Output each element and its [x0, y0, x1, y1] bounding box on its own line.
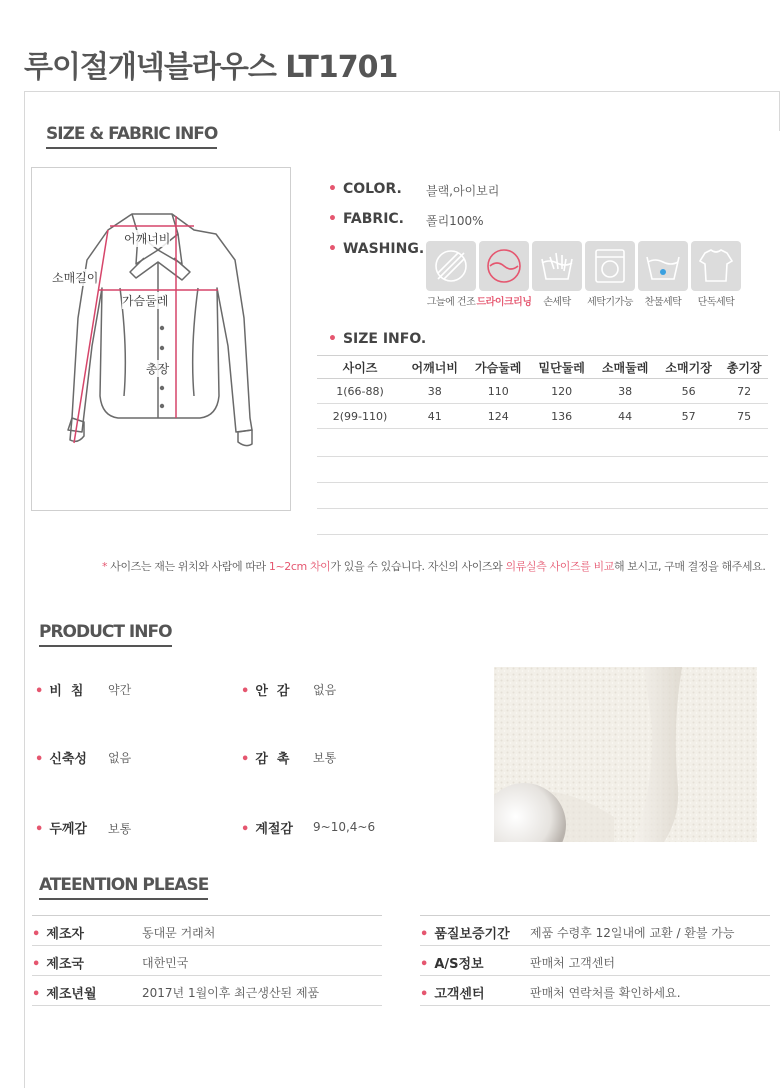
table-cell: 124	[466, 404, 529, 429]
table-cell: 38	[403, 379, 466, 404]
lining-value: 없음	[313, 683, 337, 697]
manufacture-date-value: 2017년 1월이후 최근생산된 제품	[142, 986, 320, 1000]
stretch-value: 없음	[108, 751, 132, 765]
table-cell: 57	[657, 404, 720, 429]
fabric-label: • FABRIC.	[328, 211, 404, 227]
cold-wash-icon	[638, 241, 688, 291]
table-cell: 110	[466, 379, 529, 404]
product-info-section-title: PRODUCT INFO	[39, 622, 172, 647]
size-table-header-row	[317, 356, 768, 379]
washing-machine-icon	[585, 241, 635, 291]
manufacture-date-label: • 제조년월	[32, 987, 97, 1002]
warranty-value: 제품 수령후 12일내에 교환 / 환불 가능	[530, 926, 735, 940]
color-label: • COLOR.	[328, 181, 402, 197]
table-row	[317, 379, 768, 404]
size-header-size: 사이즈	[317, 356, 403, 379]
as-info-label: • A/S정보	[420, 957, 484, 972]
as-info-value: 판매처 고객센터	[530, 956, 615, 970]
customer-center-row	[420, 976, 770, 1006]
washing-label: • WASHING.	[328, 241, 425, 257]
sleeve-length-label: 소매길이	[52, 271, 99, 285]
table-cell: 2(99-110)	[317, 404, 403, 429]
size-fabric-section-title: SIZE & FABRIC INFO	[46, 124, 217, 149]
table-cell: 41	[403, 404, 466, 429]
table-cell: 1(66-88)	[317, 379, 403, 404]
warranty-row	[420, 916, 770, 946]
thickness-label: • 두께감	[35, 822, 87, 837]
table-cell: 38	[593, 379, 656, 404]
wash-label-cold: 찬물세탁	[644, 297, 682, 308]
fabric-closeup-image	[494, 667, 757, 842]
manufacturer-label: • 제조자	[32, 927, 84, 942]
wash-label-hand-wash: 손세탁	[543, 297, 571, 308]
table-cell: 72	[720, 379, 768, 404]
shade-dry-icon	[426, 241, 476, 291]
manufacturer-value: 동대문 거래처	[142, 926, 216, 940]
wash-label-machine: 세탁기가능	[587, 297, 633, 308]
product-title: 루이절개넥블라우스 LT1701	[24, 50, 398, 85]
table-row	[317, 404, 768, 429]
empty-row-line	[317, 508, 768, 509]
wash-label-separate: 단독세탁	[697, 297, 735, 308]
size-header-sleeve-length: 소매기장	[657, 356, 720, 379]
table-cell: 120	[530, 379, 593, 404]
empty-row-line	[317, 534, 768, 535]
size-header-sleeve-width: 소매둘레	[593, 356, 656, 379]
wash-label-dry-clean: 드라이크리닝	[476, 297, 532, 308]
size-info-label: • SIZE INFO.	[328, 331, 427, 347]
country-row	[32, 946, 382, 976]
as-info-row	[420, 946, 770, 976]
chest-label: 가슴둘레	[122, 294, 169, 308]
color-value: 블랙,아이보리	[426, 184, 500, 198]
lining-label: • 안 감	[241, 684, 290, 699]
touch-value: 보통	[313, 751, 337, 765]
frame-top-line	[24, 91, 780, 92]
warranty-label: • 품질보증기간	[420, 927, 510, 942]
blouse-illustration	[32, 168, 290, 510]
blouse-measurement-diagram	[31, 167, 291, 511]
fabric-value: 폴리100%	[426, 214, 484, 228]
size-header-chest: 가슴둘레	[466, 356, 529, 379]
size-header-total-length: 총기장	[720, 356, 768, 379]
empty-row-line	[317, 482, 768, 483]
size-header-hem: 밑단둘레	[530, 356, 593, 379]
empty-row-line	[317, 456, 768, 457]
season-value: 9~10,4~6	[313, 820, 376, 834]
country-label: • 제조국	[32, 957, 84, 972]
stretch-label: • 신축성	[35, 752, 87, 767]
country-value: 대한민국	[142, 956, 189, 970]
hand-wash-icon	[532, 241, 582, 291]
customer-center-label: • 고객센터	[420, 987, 485, 1002]
size-note: * 사이즈는 재는 위치와 사람에 따라 1~2cm 차이가 있을 수 있습니다. 자신의 사이즈와 의류실측 사이즈를 비교해 보시고, 구매 결정을 해주세요.	[102, 560, 766, 573]
season-label: • 계절감	[241, 822, 293, 837]
manufacture-date-row	[32, 976, 382, 1006]
table-cell: 44	[593, 404, 656, 429]
table-cell: 56	[657, 379, 720, 404]
shoulder-width-label: 어깨너비	[124, 232, 171, 246]
table-cell: 75	[720, 404, 768, 429]
see-through-value: 약간	[108, 683, 132, 697]
manufacturer-row	[32, 916, 382, 946]
dry-clean-icon	[479, 241, 529, 291]
touch-label: • 감 촉	[241, 752, 290, 767]
customer-center-value: 판매처 연락처를 확인하세요.	[530, 986, 681, 1000]
see-through-label: • 비 침	[35, 684, 84, 699]
size-header-shoulder: 어깨너비	[403, 356, 466, 379]
size-table	[317, 355, 768, 429]
thickness-value: 보통	[108, 822, 132, 836]
separate-wash-icon	[691, 241, 741, 291]
frame-left-line	[24, 91, 25, 1088]
attention-section-title: ATEENTION PLEASE	[39, 875, 208, 900]
total-length-label: 총장	[146, 362, 170, 376]
table-cell: 136	[530, 404, 593, 429]
wash-label-shade-dry: 그늘에 건조	[426, 297, 476, 308]
